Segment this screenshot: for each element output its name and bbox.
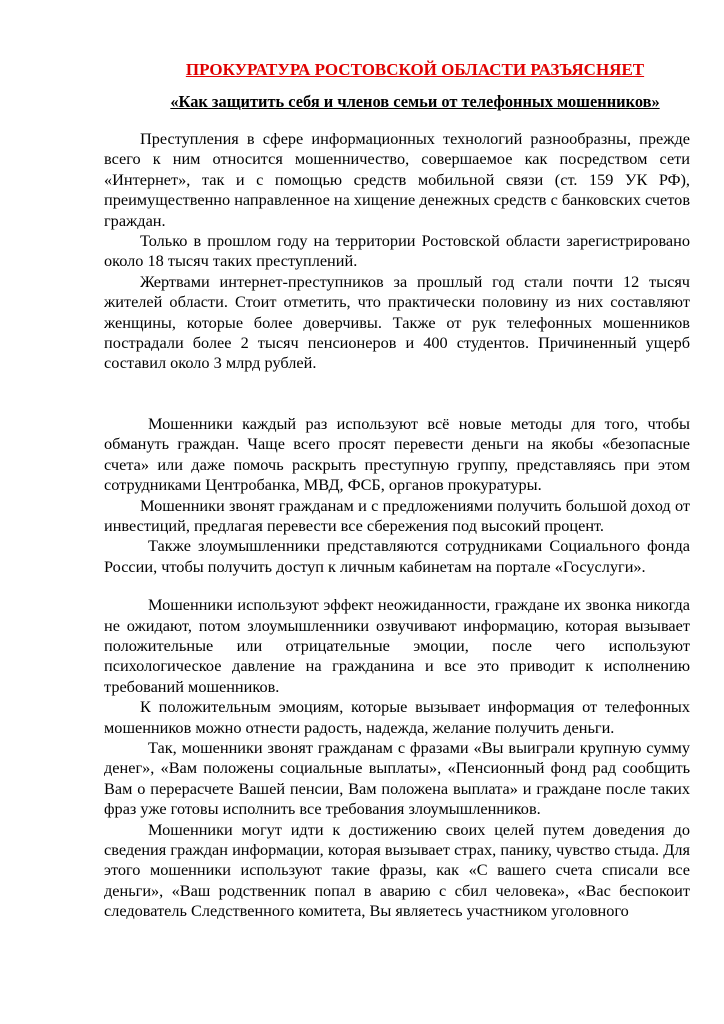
paragraph-2: Только в прошлом году на территории Ростовской области зарегистрировано около 18 тысяч таких преступлений. — [104, 231, 690, 271]
paragraph-4: Мошенники каждый раз используют всё новые методы для того, чтобы обмануть граждан. Чаще всего просят перевести деньги на якобы «безопасные счета» или даже помочь раскрыть преступную группу, представляясь при этом сотрудниками Центробанка, МВД, ФСБ, органов прокуратуры. — [104, 413, 690, 495]
paragraph-1: Преступления в сфере информационных технологий разнообразны, прежде всего к ним относится мошенничество, совершаемое как посредством сети «Интернет», так и с помощью средств мобильной связи (ст. 159 УК РФ), преимущественно направленное на хищение денежных средств с банковских счетов граждан. — [104, 129, 691, 230]
document-title: ПРОКУРАТУРА РОСТОВСКОЙ ОБЛАСТИ РАЗЪЯСНЯЕТ — [185, 60, 645, 79]
paragraph-9: Так, мошенники звонят гражданам с фразами «Вы выиграли крупную сумму денег», «Вам положены социальные выплаты», «Пенсионный фонд рад сообщить Вам о перерасчете Вашей пенсии, Вам положена выплата» и граждане после таких фраз уже готовы исполнить все требования злоумышленников. — [104, 737, 690, 819]
paragraph-6: Также злоумышленники представляются сотрудниками Социального фонда России, чтобы получить доступ к личным кабинетам на портале «Госуслуги». — [104, 536, 690, 576]
paragraph-7: Мошенники используют эффект неожиданности, граждане их звонка никогда не ожидают, потом злоумышленники озвучивают информацию, которая вызывает положительные или отрицательные эмоции, после чего используют психологическое давление на гражданина и все это приводит к исполнению требований мошенников. — [104, 595, 690, 696]
document-subtitle: «Как защитить себя и членов семьи от телефонных мошенников» — [170, 92, 660, 111]
paragraph-5: Мошенники звонят гражданам и с предложениями получить большой доход от инвестиций, предлагая перевести все сбережения под высокий процент. — [104, 495, 690, 535]
section-gap — [104, 374, 690, 414]
paragraph-3: Жертвами интернет-преступников за прошлый год стали почти 12 тысяч жителей области. Стоит отметить, что практически половину из них составляют женщины, которые более доверчивы. Также от рук телефонных мошенников пострадали более 2 тысяч пенсионеров и 400 студентов. Причиненный ущерб составил около 3 млрд рублей. — [104, 271, 690, 373]
paragraph-10: Мошенники могут идти к достижению своих целей путем доведения до сведения граждан информации, которая вызывает страх, панику, чувство стыда. Для этого мошенники используют такие фразы, как «С вашего счета списали все деньги», «Ваш родственник попал в аварию с сбил человека», «Вас беспокоит следователь Следственного комитета, Вы являетесь участником уголовного — [104, 819, 690, 921]
section-gap — [104, 577, 690, 595]
document-page — [104, 60, 690, 922]
paragraph-8: К положительным эмоциям, которые вызывает информация от телефонных мошенников можно отнести радость, надежда, желание получить деньги. — [104, 697, 690, 737]
